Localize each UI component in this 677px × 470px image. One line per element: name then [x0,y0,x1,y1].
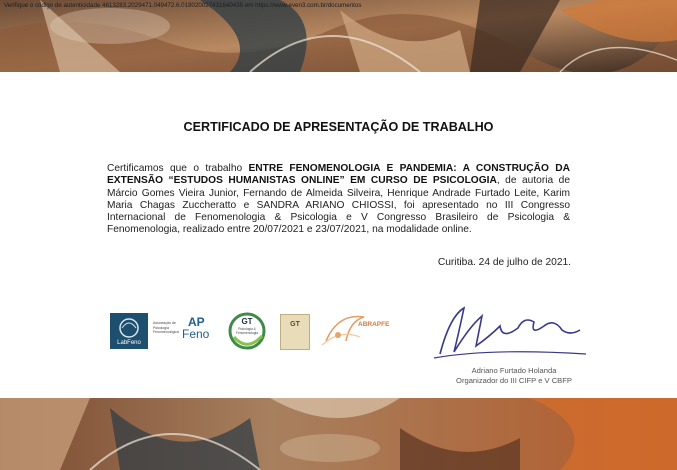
gt-square-logo: GT [280,314,310,350]
abstract-painting-top [0,0,677,72]
apfeno-logo: AP Feno [182,315,210,341]
abrapfe-swirl-icon [320,307,400,353]
top-decorative-band [0,0,677,72]
certificate-title: CERTIFICADO DE APRESENTAÇÃO DE TRABALHO [183,120,494,134]
work-title: ENTRE FENOMENOLOGIA E PANDEMIA: A CONSTRUÇÃO DA EXTENSÃO “ESTUDOS HUMANISTAS ONLINE” EM CURSO DE PSICOLOGIA [107,163,570,187]
signatory-name: Adriano Furtado Holanda [471,366,557,375]
intro-text: Certificamos que o trabalho [107,163,249,174]
apfeno-caption: Associação de Psicologia Fenomenológica [153,321,179,334]
date-line: Curitiba. 24 de julho de 2021. [437,257,571,268]
abstract-painting-bottom [0,398,677,470]
abrapfe-logo: ABRAPFE [320,307,400,353]
certificate-body [107,163,570,237]
signatory-role: Organizador do III CIFP e V CBFP [456,375,572,385]
authors-text: , de autoria de Márcio Gomes Vieira Junior, Fernando de Almeida Silveira, Henrique Andrade Furtado Leite, Karim Maria Chagas Zuccheratto e SANDRA ARIANO CHIOSSI, foi apresentado no III Congresso Internacional de Fenomenologia & Psicologia e V Congresso Brasileiro de Psicologia & Fenomenologia, realizado entre 20/07/2021 e 23/07/2021, na modalidade online. [107,175,570,236]
gt-psychology-logo: GT Psicologia & Fenomenologia [228,312,266,350]
bottom-decorative-band [0,398,677,470]
signatory [444,366,584,385]
labfeno-logo: LabFeno [110,313,148,349]
verification-code: Verifique o código de autenticidade 4613283.2029471.049472.6.018020027431640435 em https://www.even3.com.br/documentos [4,2,362,9]
